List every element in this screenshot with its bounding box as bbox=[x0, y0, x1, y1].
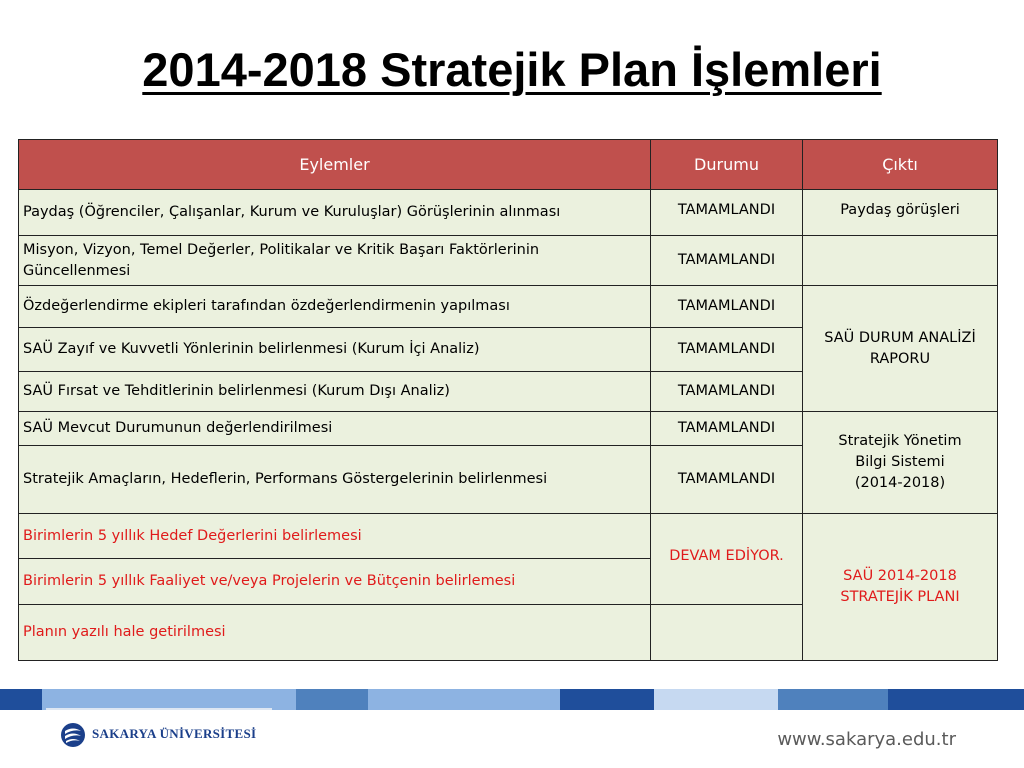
website-link[interactable]: www.sakarya.edu.tr bbox=[777, 729, 956, 750]
action-cell: Stratejik Amaçların, Hedeflerin, Performans Göstergelerinin belirlenmesi bbox=[19, 446, 651, 514]
action-cell: Özdeğerlendirme ekipleri tarafından özdeğerlendirmenin yapılması bbox=[19, 286, 651, 328]
output-cell-strategic-plan bbox=[803, 514, 998, 661]
output-line: STRATEJİK PLANI bbox=[840, 589, 960, 605]
status-cell: TAMAMLANDI bbox=[651, 372, 803, 412]
strategic-plan-table bbox=[18, 139, 998, 661]
action-cell: Birimlerin 5 yıllık Faaliyet ve/veya Projelerin ve Bütçenin belirlemesi bbox=[19, 559, 651, 605]
status-cell: TAMAMLANDI bbox=[651, 412, 803, 446]
output-line: SAÜ DURUM ANALİZİ bbox=[824, 329, 976, 346]
band-segment bbox=[296, 689, 368, 710]
output-cell-management-system bbox=[803, 412, 998, 514]
output-line: Stratejik Yönetim bbox=[838, 433, 962, 449]
band-segment bbox=[654, 689, 778, 710]
table-row bbox=[19, 286, 998, 328]
header-actions: Eylemler bbox=[19, 140, 651, 190]
action-cell: Birimlerin 5 yıllık Hedef Değerlerini belirlemesi bbox=[19, 514, 651, 559]
output-cell: Paydaş görüşleri bbox=[803, 190, 998, 236]
output-line: RAPORU bbox=[869, 350, 931, 367]
status-cell: TAMAMLANDI bbox=[651, 328, 803, 372]
action-cell: Misyon, Vizyon, Temel Değerler, Politikalar ve Kritik Başarı Faktörlerinin Güncellenmesi bbox=[19, 236, 651, 286]
status-cell: TAMAMLANDI bbox=[651, 236, 803, 286]
band-segment bbox=[0, 689, 42, 710]
band-segment bbox=[888, 689, 1024, 710]
status-cell-empty bbox=[651, 605, 803, 661]
page-title: 2014-2018 Stratejik Plan İşlemleri bbox=[142, 43, 882, 96]
header-output: Çıktı bbox=[803, 140, 998, 190]
status-cell: TAMAMLANDI bbox=[651, 446, 803, 514]
band-segment bbox=[368, 689, 560, 710]
action-cell: Paydaş (Öğrenciler, Çalışanlar, Kurum ve Kuruluşlar) Görüşlerinin alınması bbox=[19, 190, 651, 236]
status-cell-in-progress: DEVAM EDİYOR. bbox=[651, 514, 803, 605]
table-row bbox=[19, 236, 998, 286]
band-segment bbox=[778, 689, 888, 710]
output-line: Bilgi Sistemi bbox=[855, 454, 945, 470]
university-logo-icon bbox=[60, 722, 86, 748]
output-cell-situation-report bbox=[803, 286, 998, 412]
output-line: (2014-2018) bbox=[854, 475, 946, 491]
output-line: SAÜ 2014-2018 bbox=[843, 568, 957, 584]
action-cell: SAÜ Mevcut Durumunun değerlendirilmesi bbox=[19, 412, 651, 446]
header-status: Durumu bbox=[651, 140, 803, 190]
status-cell: TAMAMLANDI bbox=[651, 286, 803, 328]
status-cell: TAMAMLANDI bbox=[651, 190, 803, 236]
table-row bbox=[19, 190, 998, 236]
band-segment bbox=[560, 689, 654, 710]
band-segment bbox=[42, 689, 296, 710]
output-cell-empty bbox=[803, 236, 998, 286]
action-cell: Planın yazılı hale getirilmesi bbox=[19, 605, 651, 661]
table-row bbox=[19, 514, 998, 559]
table-header-row bbox=[19, 140, 998, 190]
action-cell: SAÜ Zayıf ve Kuvvetli Yönlerinin belirlenmesi (Kurum İçi Analiz) bbox=[19, 328, 651, 372]
action-cell: SAÜ Fırsat ve Tehditlerinin belirlenmesi (Kurum Dışı Analiz) bbox=[19, 372, 651, 412]
table-row bbox=[19, 412, 998, 446]
university-name: SAKARYA ÜNİVERSİTESİ bbox=[92, 726, 257, 741]
